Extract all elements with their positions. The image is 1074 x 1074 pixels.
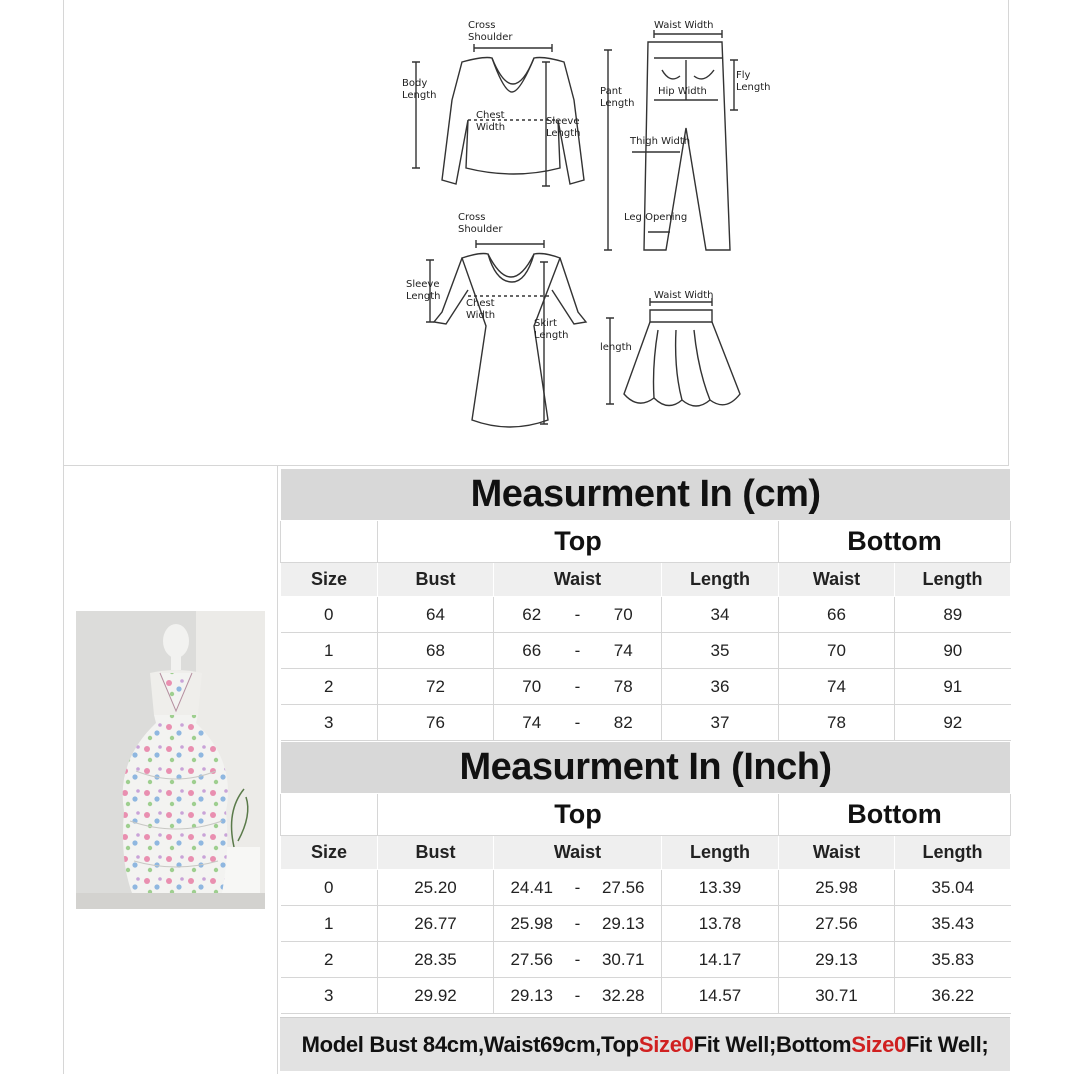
cell-length: 14.57 [662, 978, 779, 1014]
product-photo-panel [63, 466, 278, 1074]
cell-bust: 76 [378, 705, 494, 741]
cell-bottom-length: 35.43 [895, 906, 1011, 942]
pants-label-7: Leg Opening [624, 212, 688, 223]
bottom-size-highlight: Size0 [851, 1031, 906, 1057]
header-bottom-waist: Waist [779, 836, 895, 870]
shirt-label-7: Length [546, 128, 581, 139]
shirt-label-6: Sleeve [546, 116, 580, 127]
pants-label-2: Length [600, 98, 635, 109]
cell-bottom-length: 35.83 [895, 942, 1011, 978]
table-title: Measurment In (Inch) [281, 742, 1011, 794]
group-spacer [281, 521, 378, 563]
skirt-label-0: Waist Width [654, 290, 714, 301]
cell-waist-dash: - [570, 597, 586, 633]
cell-length: 14.17 [662, 942, 779, 978]
table-row [281, 870, 1011, 906]
table-row [281, 705, 1011, 741]
table-row [281, 978, 1011, 1014]
cell-waist-dash: - [570, 978, 586, 1014]
cell-waist-dash: - [570, 705, 586, 741]
header-bust: Bust [378, 836, 494, 870]
dress-label-5: Width [466, 310, 496, 321]
table-row [281, 633, 1011, 669]
cell-waist-max: 70 [586, 597, 662, 633]
table-row [281, 597, 1011, 633]
cell-bottom-waist: 27.56 [779, 906, 895, 942]
table-title: Measurment In (cm) [281, 469, 1011, 521]
shirt-label-1: Shoulder [468, 32, 513, 43]
dress-label-1: Shoulder [458, 224, 503, 235]
cell-bottom-length: 35.04 [895, 870, 1011, 906]
table-row [281, 669, 1011, 705]
header-bust: Bust [378, 563, 494, 597]
group-bottom: Bottom [779, 794, 1011, 836]
cell-waist-min: 62 [494, 597, 570, 633]
header-length: Length [662, 836, 779, 870]
cell-length: 13.39 [662, 870, 779, 906]
skirt-label-1: length [600, 342, 632, 353]
cell-waist-max: 32.28 [586, 978, 662, 1014]
cell-waist-min: 74 [494, 705, 570, 741]
cell-bust: 28.35 [378, 942, 494, 978]
cell-size: 0 [281, 870, 378, 906]
garment-diagrams [64, 0, 1010, 466]
cell-size: 0 [281, 597, 378, 633]
cell-bottom-waist: 78 [779, 705, 895, 741]
cell-bottom-length: 91 [895, 669, 1011, 705]
cell-bust: 26.77 [378, 906, 494, 942]
cell-bust: 68 [378, 633, 494, 669]
cell-bottom-length: 36.22 [895, 978, 1011, 1014]
cell-waist-min: 24.41 [494, 870, 570, 906]
cell-bust: 72 [378, 669, 494, 705]
cell-bottom-waist: 25.98 [779, 870, 895, 906]
header-bottom-length: Length [895, 563, 1011, 597]
cell-length: 36 [662, 669, 779, 705]
cell-length: 13.78 [662, 906, 779, 942]
shirt-label-3: Length [402, 90, 437, 101]
model-fit-text-2: Fit Well;Bottom [693, 1031, 852, 1057]
pants-label-4: Length [736, 82, 771, 93]
cell-size: 3 [281, 978, 378, 1014]
cell-bottom-waist: 70 [779, 633, 895, 669]
cell-bottom-waist: 66 [779, 597, 895, 633]
cell-length: 34 [662, 597, 779, 633]
size-tables [280, 468, 1010, 1014]
header-bottom-waist: Waist [779, 563, 895, 597]
cell-waist-max: 74 [586, 633, 662, 669]
dress-label-4: Chest [466, 298, 495, 309]
cell-waist-min: 27.56 [494, 942, 570, 978]
cell-length: 37 [662, 705, 779, 741]
shirt-label-2: Body [402, 78, 428, 89]
header-length: Length [662, 563, 779, 597]
header-size: Size [281, 563, 378, 597]
table-row [281, 906, 1011, 942]
dress-label-0: Cross [458, 212, 486, 223]
cell-size: 1 [281, 633, 378, 669]
pants-label-1: Pant [600, 86, 622, 97]
model-fit-text-3: Fit Well; [905, 1031, 989, 1057]
pants-label-5: Hip Width [658, 86, 707, 97]
cell-waist-max: 27.56 [586, 870, 662, 906]
cell-bottom-waist: 30.71 [779, 978, 895, 1014]
pants-label-3: Fly [736, 70, 751, 81]
cell-bottom-length: 90 [895, 633, 1011, 669]
cell-waist-max: 30.71 [586, 942, 662, 978]
cell-length: 35 [662, 633, 779, 669]
shirt-label-0: Cross [468, 20, 496, 31]
model-fit-text-1: Model Bust 84cm,Waist69cm,Top [301, 1031, 639, 1057]
cell-size: 2 [281, 669, 378, 705]
group-top: Top [378, 794, 779, 836]
cell-waist-max: 78 [586, 669, 662, 705]
cell-waist-dash: - [570, 942, 586, 978]
header-size: Size [281, 836, 378, 870]
model-fit-note [280, 1017, 1010, 1071]
cell-bust: 25.20 [378, 870, 494, 906]
group-spacer [281, 794, 378, 836]
shirt-label-5: Width [476, 122, 506, 133]
cell-waist-dash: - [570, 669, 586, 705]
dress-diagram [406, 212, 586, 427]
pants-label-0: Waist Width [654, 20, 714, 31]
header-bottom-length: Length [895, 836, 1011, 870]
cell-waist-dash: - [570, 906, 586, 942]
cell-size: 2 [281, 942, 378, 978]
cell-waist-min: 70 [494, 669, 570, 705]
skirt-diagram [600, 290, 740, 406]
dress-label-6: Skirt [534, 318, 557, 329]
cell-waist-min: 25.98 [494, 906, 570, 942]
cell-waist-min: 66 [494, 633, 570, 669]
top-size-highlight: Size0 [638, 1031, 694, 1057]
size-table-cm [280, 468, 1011, 741]
pants-diagram [600, 20, 771, 250]
cell-size: 1 [281, 906, 378, 942]
measurement-diagram-panel [63, 0, 1009, 466]
cell-waist-max: 82 [586, 705, 662, 741]
cell-bottom-waist: 29.13 [779, 942, 895, 978]
dress-label-2: Sleeve [406, 279, 440, 290]
product-photo [76, 611, 265, 909]
cell-bust: 64 [378, 597, 494, 633]
cell-bust: 29.92 [378, 978, 494, 1014]
table-row [281, 942, 1011, 978]
cell-waist-dash: - [570, 870, 586, 906]
cell-bottom-length: 92 [895, 705, 1011, 741]
shirt-diagram [402, 20, 584, 186]
size-table-inch [280, 741, 1011, 1014]
cell-bottom-length: 89 [895, 597, 1011, 633]
pants-label-6: Thigh Width [630, 136, 691, 147]
cell-waist-min: 29.13 [494, 978, 570, 1014]
group-bottom: Bottom [779, 521, 1011, 563]
group-top: Top [378, 521, 779, 563]
cell-waist-max: 29.13 [586, 906, 662, 942]
header-waist: Waist [494, 836, 662, 870]
dress-label-3: Length [406, 291, 441, 302]
dress-label-7: Length [534, 330, 569, 341]
cell-size: 3 [281, 705, 378, 741]
cell-waist-dash: - [570, 633, 586, 669]
cell-bottom-waist: 74 [779, 669, 895, 705]
header-waist: Waist [494, 563, 662, 597]
shirt-label-4: Chest [476, 110, 505, 121]
